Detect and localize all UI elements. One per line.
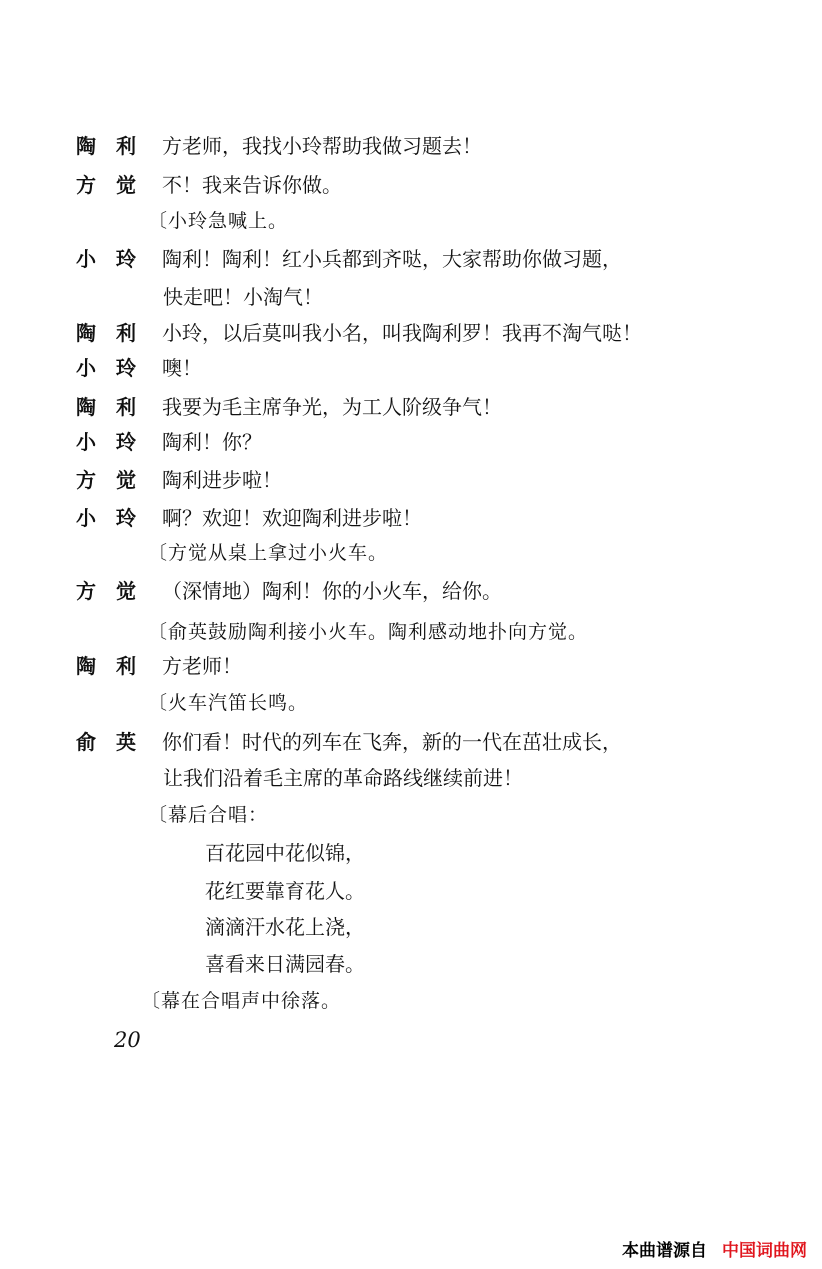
dialogue-line: 方老师！ bbox=[162, 654, 242, 678]
closing-stage-direction: 〔幕在合唱声中徐落。 bbox=[141, 990, 342, 1012]
speaker-name: 陶利 bbox=[76, 654, 156, 678]
speaker-name: 陶利 bbox=[76, 134, 156, 158]
dialogue-line: 我要为毛主席争光，为工人阶级争气！ bbox=[162, 395, 502, 419]
stage-direction: 〔俞英鼓励陶利接小火车。陶利感动地扑向方觉。 bbox=[148, 621, 589, 643]
speaker-name: 方觉 bbox=[76, 468, 156, 492]
speaker-name: 方觉 bbox=[76, 173, 156, 197]
speaker-name: 俞英 bbox=[76, 730, 156, 754]
stage-direction: 〔方觉从桌上拿过小火车。 bbox=[148, 542, 389, 564]
stage-direction: 〔小玲急喊上。 bbox=[148, 210, 289, 232]
dialogue-line: 方老师，我找小玲帮助我做习题去！ bbox=[162, 134, 482, 158]
dialogue-line: （深情地）陶利！你的小火车，给你。 bbox=[162, 579, 502, 603]
stage-direction: 〔火车汽笛长鸣。 bbox=[148, 692, 309, 714]
speaker-name: 小玲 bbox=[76, 506, 156, 530]
poem-line: 喜看来日满园春。 bbox=[205, 952, 365, 976]
dialogue-line: 陶利！你？ bbox=[162, 430, 262, 454]
dialogue-continuation: 让我们沿着毛主席的革命路线继续前进！ bbox=[163, 766, 523, 790]
speaker-name: 方觉 bbox=[76, 579, 156, 603]
dialogue-line: 噢！ bbox=[162, 356, 202, 380]
footer-site-name[interactable]: 中国词曲网 bbox=[722, 1241, 807, 1261]
speaker-name: 陶利 bbox=[76, 321, 156, 345]
speaker-name: 小玲 bbox=[76, 430, 156, 454]
poem-line: 滴滴汗水花上浇， bbox=[205, 915, 365, 939]
speaker-name: 小玲 bbox=[76, 247, 156, 271]
dialogue-line: 啊？欢迎！欢迎陶利进步啦！ bbox=[162, 506, 422, 530]
dialogue-line: 不！我来告诉你做。 bbox=[162, 173, 342, 197]
poem-line: 花红要靠育花人。 bbox=[205, 879, 365, 903]
stage-direction: 〔幕后合唱： bbox=[148, 804, 269, 826]
dialogue-line: 陶利进步啦！ bbox=[162, 468, 282, 492]
footer-source-label: 本曲谱源自 bbox=[622, 1241, 707, 1261]
speaker-name: 小玲 bbox=[76, 356, 156, 380]
dialogue-continuation: 快走吧！小淘气！ bbox=[163, 285, 323, 309]
dialogue-line: 你们看！时代的列车在飞奔，新的一代在茁壮成长， bbox=[162, 730, 622, 754]
poem-line: 百花园中花似锦， bbox=[205, 841, 365, 865]
dialogue-line: 陶利！陶利！红小兵都到齐哒，大家帮助你做习题， bbox=[162, 247, 622, 271]
speaker-name: 陶利 bbox=[76, 395, 156, 419]
dialogue-line: 小玲，以后莫叫我小名，叫我陶利罗！我再不淘气哒！ bbox=[162, 321, 642, 345]
page-number: 20 bbox=[114, 1028, 141, 1052]
